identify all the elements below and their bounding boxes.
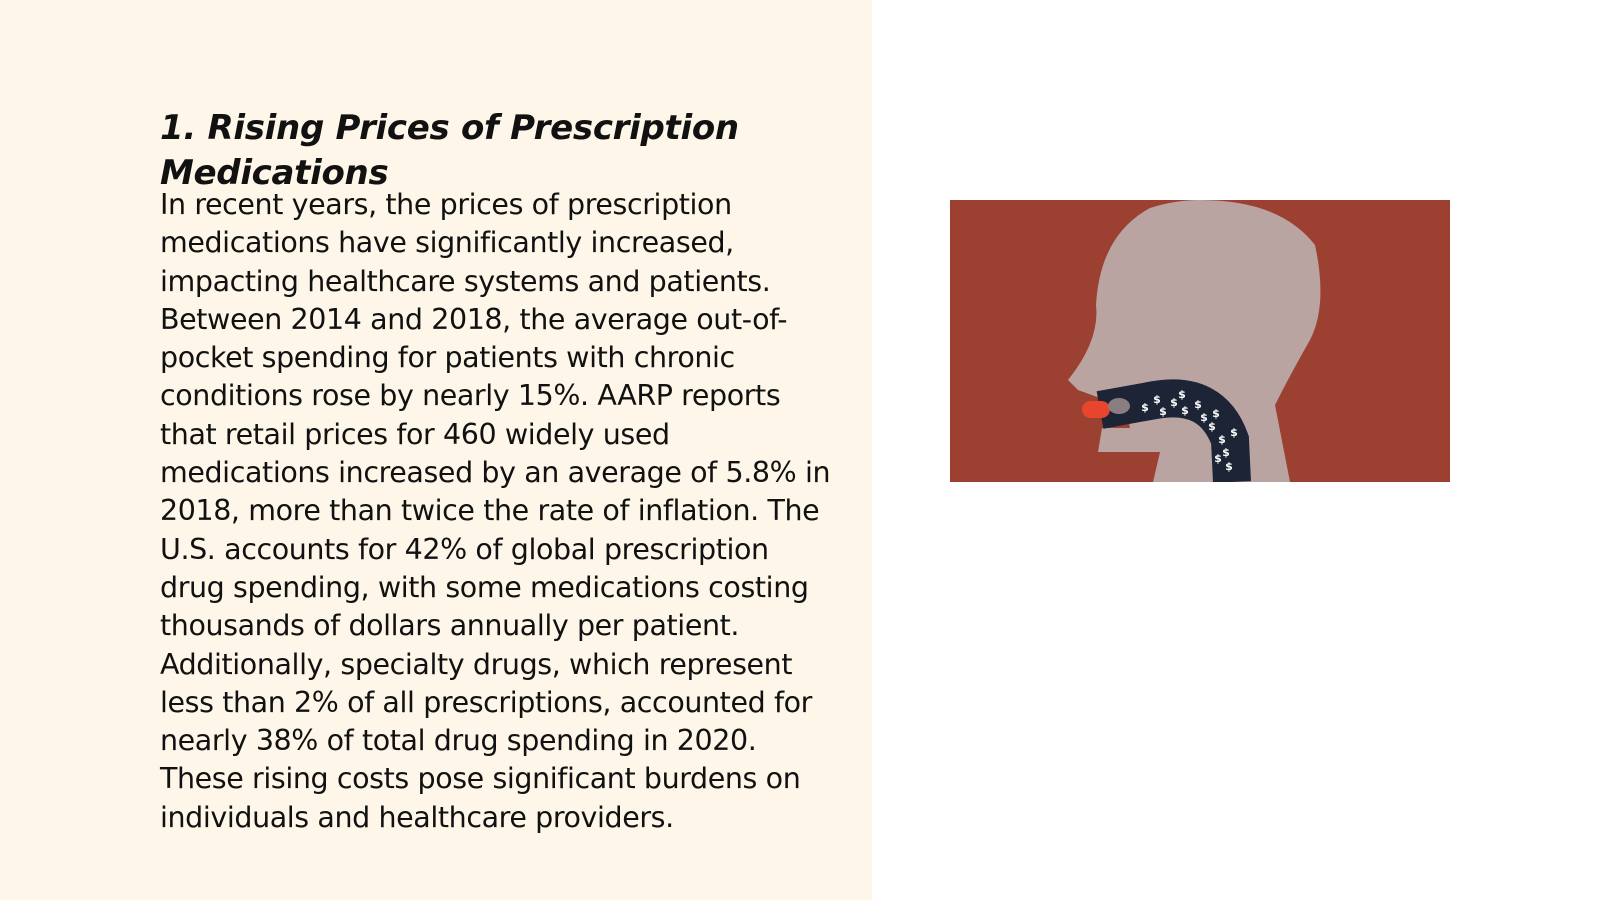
svg-text:$: $ [1194,398,1202,411]
svg-text:$: $ [1212,407,1220,420]
svg-text:$: $ [1153,393,1161,406]
slide-title: 1. Rising Prices of Prescription Medications [160,108,739,193]
svg-text:$: $ [1159,405,1167,418]
head-swallowing-money-icon [950,200,1450,482]
svg-text:$: $ [1230,426,1238,439]
svg-text:$: $ [1141,401,1149,414]
svg-text:$: $ [1214,452,1222,465]
svg-text:$: $ [1200,411,1208,424]
svg-text:$: $ [1181,404,1189,417]
svg-text:$: $ [1218,433,1226,446]
svg-text:$: $ [1208,420,1216,433]
svg-text:$: $ [1178,388,1186,401]
svg-text:$: $ [1222,446,1230,459]
slide-body-text: In recent years, the prices of prescription medications have significantly increased, impacting healthcare systems and patients. Between 2014 and 2018, the average out-of-pocket spending for patients with chronic conditions rose by nearly 15%. AARP reports that retail prices for 460 widely used medications increased by an average of 5.8% in 2018, more than twice the rate of inflation. The U.S. accounts for 42% of global prescription drug spending, with some medications costing thousands of dollars annually per patient. Additionally, specialty drugs, which represent less than 2% of all prescriptions, accounted for nearly 38% of total drug spending in 2020. These rising costs pose significant burdens on individuals and healthcare providers. [160,188,831,834]
svg-text:$: $ [1170,396,1178,409]
svg-text:$: $ [1225,460,1233,473]
